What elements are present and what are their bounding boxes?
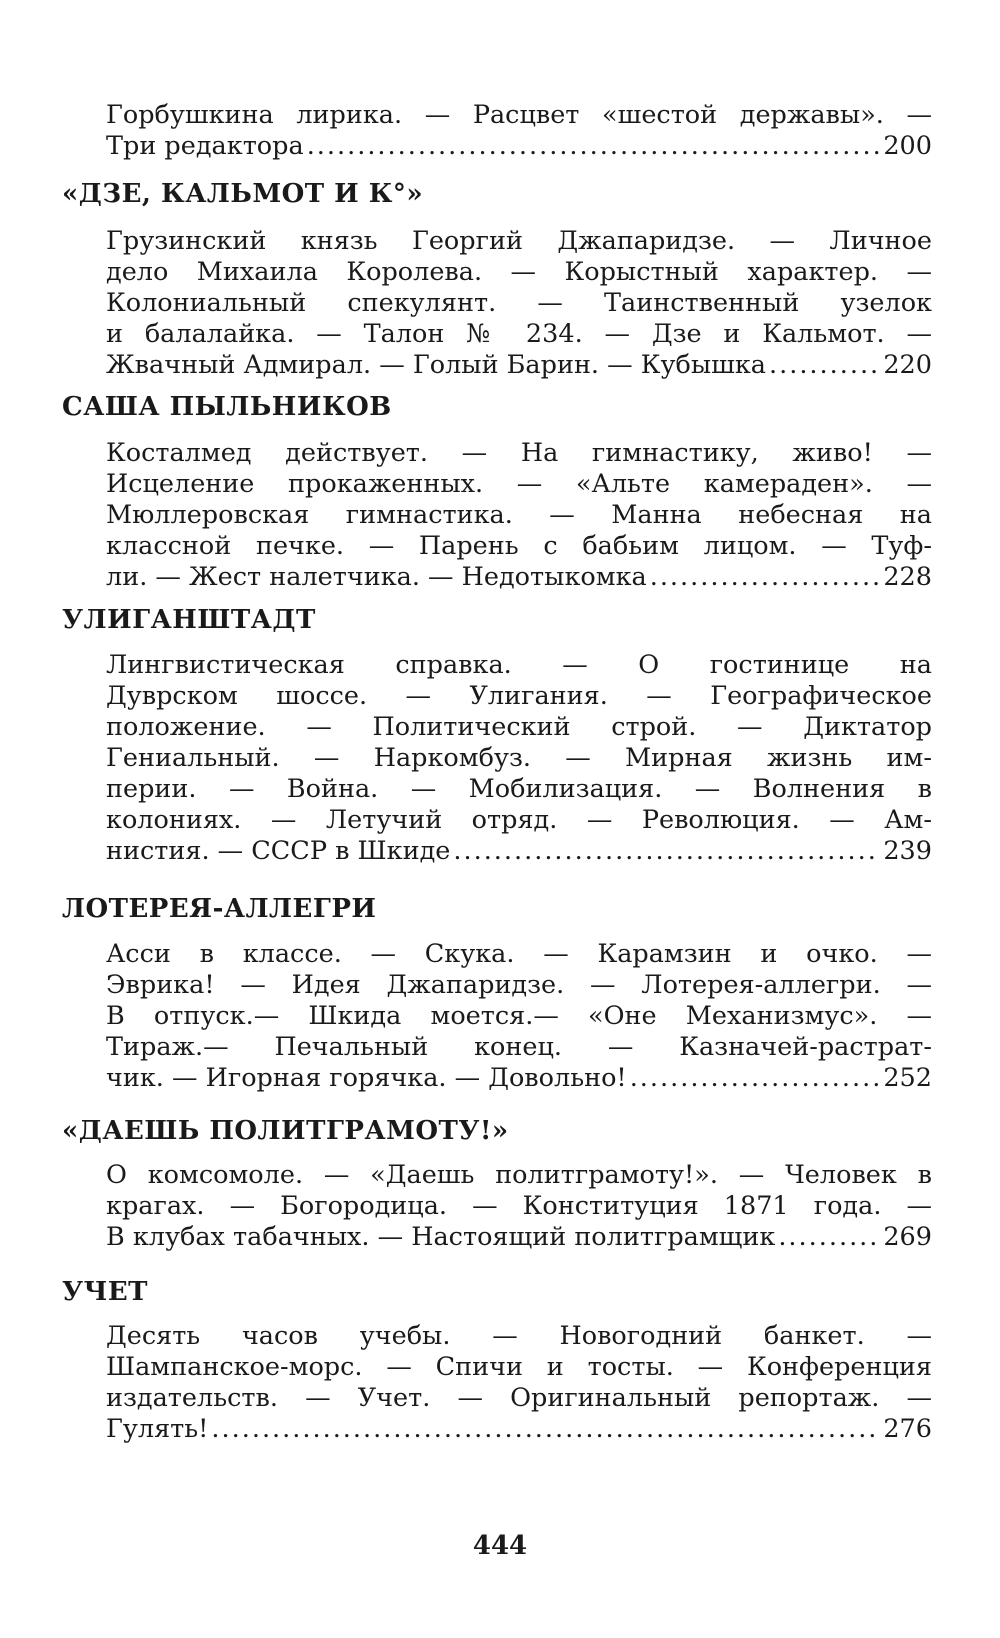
toc-entry bbox=[106, 1321, 932, 1445]
entry-line: классной печке. — Парень с бабьим лицом. — Туф- bbox=[106, 531, 932, 561]
page-reference: 276 bbox=[883, 1414, 932, 1444]
page-number-footer: 444 bbox=[472, 1531, 528, 1561]
entry-line: чик. — Игорная горячка. — Довольно! bbox=[106, 1063, 627, 1093]
page-reference: 220 bbox=[883, 350, 932, 380]
dot-leader bbox=[630, 1063, 881, 1094]
entry-line: дело Михаила Королева. — Корыстный характер. — bbox=[106, 257, 932, 287]
entry-last-line bbox=[106, 562, 932, 593]
entry-line: Шампанское-морс. — Спичи и тосты. — Конференция bbox=[106, 1352, 932, 1382]
section-heading: ЛОТЕРЕЯ-АЛЛЕГРИ bbox=[62, 894, 377, 924]
entry-line: Три редактора bbox=[106, 131, 304, 161]
entry-line: О комсомоле. — «Даешь политграмоту!». — Человек в bbox=[106, 1160, 932, 1190]
entry-last-line bbox=[106, 131, 932, 162]
entry-line: Гениальный. — Наркомбуз. — Мирная жизнь им- bbox=[106, 743, 932, 773]
page-reference: 252 bbox=[883, 1063, 932, 1093]
dot-leader bbox=[453, 836, 880, 867]
section-heading: «ДАЕШЬ ПОЛИТГРАМОТУ!» bbox=[62, 1116, 509, 1146]
dot-leader bbox=[211, 1414, 880, 1445]
entry-line: Колониальный спекулянт. — Таинственный узелок bbox=[106, 288, 932, 318]
toc-entry bbox=[106, 226, 932, 381]
entry-line: Тираж.— Печальный конец. — Казначей-растрат- bbox=[106, 1032, 932, 1062]
page-reference: 269 bbox=[883, 1222, 932, 1252]
entry-line: положение. — Политический строй. — Диктатор bbox=[106, 712, 932, 742]
section-heading: САША ПЫЛЬНИКОВ bbox=[62, 392, 392, 422]
entry-line: нистия. — СССР в Шкиде bbox=[106, 836, 451, 866]
entry-line: Косталмед действует. — На гимнастику, живо! — bbox=[106, 438, 932, 468]
entry-line: Лингвистическая справка. — О гостинице на bbox=[106, 650, 932, 680]
entry-line: и балалайка. — Талон № 234. — Дзе и Кальмот. — bbox=[106, 319, 932, 349]
dot-leader bbox=[769, 350, 880, 381]
entry-line: перии. — Война. — Мобилизация. — Волнения в bbox=[106, 774, 932, 804]
entry-line: Дуврском шоссе. — Улигания. — Географическое bbox=[106, 681, 932, 711]
entry-line: Жвачный Адмирал. — Голый Барин. — Кубышка bbox=[106, 350, 766, 380]
section-heading: «ДЗЕ, КАЛЬМОТ И К°» bbox=[62, 179, 424, 209]
page-reference: 200 bbox=[883, 131, 932, 161]
section-heading: УЧЕТ bbox=[62, 1277, 149, 1307]
entry-line: ли. — Жест налетчика. — Недотыкомка bbox=[106, 562, 647, 592]
entry-line: Асси в классе. — Скука. — Карамзин и очко. — bbox=[106, 939, 932, 969]
page-reference: 239 bbox=[883, 836, 932, 866]
entry-last-line bbox=[106, 1222, 932, 1253]
entry-line: Десять часов учебы. — Новогодний банкет. — bbox=[106, 1321, 932, 1351]
toc-entry bbox=[106, 438, 932, 593]
entry-line: В клубах табачных. — Настоящий политграмщик bbox=[106, 1222, 776, 1252]
entry-last-line bbox=[106, 1414, 932, 1445]
entry-line: Горбушкина лирика. — Расцвет «шестой державы». — bbox=[106, 100, 932, 130]
toc-entry bbox=[106, 1160, 932, 1253]
entry-line: Эврика! — Идея Джапаридзе. — Лотерея-аллегри. — bbox=[106, 970, 932, 1000]
entry-line: колониях. — Летучий отряд. — Революция. — Ам- bbox=[106, 805, 932, 835]
dot-leader bbox=[307, 131, 881, 162]
entry-line: издательств. — Учет. — Оригинальный репортаж. — bbox=[106, 1383, 932, 1413]
entry-last-line bbox=[106, 350, 932, 381]
toc-entry bbox=[106, 650, 932, 867]
dot-leader bbox=[778, 1222, 880, 1253]
entry-line: крагах. — Богородица. — Конституция 1871 года. — bbox=[106, 1191, 932, 1221]
section-heading: УЛИГАНШТАДТ bbox=[62, 605, 316, 635]
dot-leader bbox=[650, 562, 881, 593]
entry-last-line bbox=[106, 836, 932, 867]
entry-line: Исцеление прокаженных. — «Альте камераден». — bbox=[106, 469, 932, 499]
page-reference: 228 bbox=[883, 562, 932, 592]
entry-last-line bbox=[106, 1063, 932, 1094]
entry-line: В отпуск.— Шкида моется.— «Оне Механизмус». — bbox=[106, 1001, 932, 1031]
entry-line: Грузинский князь Георгий Джапаридзе. — Личное bbox=[106, 226, 932, 256]
entry-line: Гулять! bbox=[106, 1414, 209, 1444]
toc-entry bbox=[106, 100, 932, 162]
entry-line: Мюллеровская гимнастика. — Манна небесная на bbox=[106, 500, 932, 530]
toc-entry bbox=[106, 939, 932, 1094]
